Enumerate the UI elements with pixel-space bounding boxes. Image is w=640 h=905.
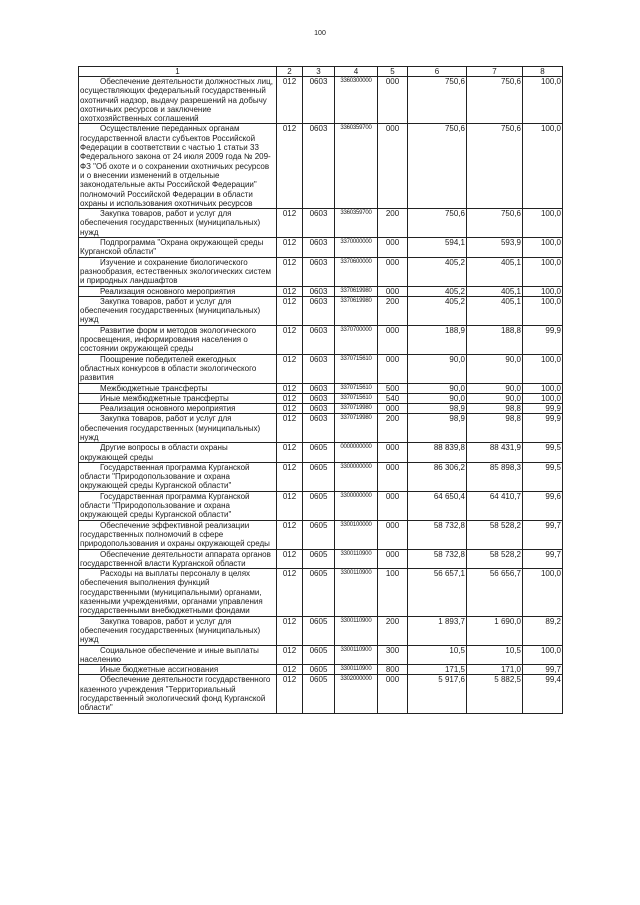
table-row [79, 414, 563, 443]
admin-code-cell: 012 [277, 491, 303, 520]
row-name-cell [79, 520, 277, 549]
row-name-text: Иные межбюджетные трансферты [100, 393, 229, 403]
row-name-text: Обеспечение эффективной реализации государственных полномочий в сфере природопользования и охраны окружающей среды [80, 520, 270, 549]
section-code-cell: 0603 [303, 325, 335, 354]
expense-type-cell: 200 [378, 296, 408, 325]
execution-percent-cell: 100,0 [523, 569, 563, 616]
execution-percent-cell: 99,7 [523, 520, 563, 549]
row-name-text: Другие вопросы в области охраны окружающей среды [80, 443, 228, 462]
executed-amount-cell: 56 656,7 [467, 569, 523, 616]
admin-code-cell: 012 [277, 616, 303, 645]
page-number: 100 [314, 30, 326, 37]
row-name-text: Подпрограмма "Охрана окружающей среды Курганской области" [80, 238, 264, 257]
table-row [79, 520, 563, 549]
planned-amount-cell: 64 650,4 [408, 491, 467, 520]
row-name-text: Межбюджетные трансферты [100, 383, 208, 393]
executed-amount-cell: 90,0 [467, 393, 523, 403]
row-name-text: Реализация основного мероприятия [100, 286, 236, 296]
section-code-cell: 0603 [303, 209, 335, 238]
planned-amount-cell: 90,0 [408, 393, 467, 403]
target-article-cell: 3360359700 [335, 124, 378, 209]
column-number: 7 [467, 67, 523, 77]
execution-percent-cell: 99,9 [523, 325, 563, 354]
planned-amount-cell: 405,2 [408, 286, 467, 296]
table-row [79, 124, 563, 209]
executed-amount-cell: 171,0 [467, 665, 523, 675]
table-row [79, 491, 563, 520]
admin-code-cell: 012 [277, 296, 303, 325]
row-name-cell [79, 414, 277, 443]
expense-type-cell: 540 [378, 393, 408, 403]
section-code-cell: 0603 [303, 414, 335, 443]
row-name-cell [79, 296, 277, 325]
expense-type-cell: 000 [378, 124, 408, 209]
admin-code-cell: 012 [277, 414, 303, 443]
target-article-cell: 3360300000 [335, 77, 378, 124]
planned-amount-cell: 90,0 [408, 383, 467, 393]
planned-amount-cell: 5 917,6 [408, 675, 467, 713]
target-article-cell: 3370619980 [335, 296, 378, 325]
admin-code-cell: 012 [277, 443, 303, 463]
executed-amount-cell: 1 690,0 [467, 616, 523, 645]
planned-amount-cell: 750,6 [408, 77, 467, 124]
admin-code-cell: 012 [277, 257, 303, 286]
executed-amount-cell: 88 431,9 [467, 443, 523, 463]
planned-amount-cell: 10,5 [408, 645, 467, 665]
planned-amount-cell: 56 657,1 [408, 569, 467, 616]
column-number: 1 [79, 67, 277, 77]
admin-code-cell: 012 [277, 393, 303, 403]
target-article-cell: 3300110900 [335, 569, 378, 616]
section-code-cell: 0605 [303, 616, 335, 645]
column-number: 8 [523, 67, 563, 77]
expense-type-cell: 200 [378, 209, 408, 238]
planned-amount-cell: 405,2 [408, 296, 467, 325]
column-number: 4 [335, 67, 378, 77]
row-name-text: Поощрение победителей ежегодных областных конкурсов в области экологического развития [80, 354, 257, 383]
row-name-cell [79, 257, 277, 286]
row-name-text: Обеспечение деятельности аппарата органов государственной власти Курганской области [80, 549, 271, 568]
admin-code-cell: 012 [277, 549, 303, 569]
admin-code-cell: 012 [277, 665, 303, 675]
row-name-cell [79, 443, 277, 463]
planned-amount-cell: 90,0 [408, 354, 467, 383]
budget-table-body [79, 67, 563, 714]
planned-amount-cell: 188,9 [408, 325, 467, 354]
executed-amount-cell: 405,1 [467, 286, 523, 296]
row-name-text: Осуществление переданных органам государственной власти субъектов Российской Федерации в соответствии с частью 1 статьи 33 Федерального закона от 24 июля 2009 года № 209-ФЗ "Об охоте и о сохранении охотничьих ресурсов и о внесении изменений в отдельные законодательные акты Российской Федерации" полномочий Российской Федерации в области охраны и использования охотничьих ресурсов [80, 124, 271, 208]
row-name-cell [79, 549, 277, 569]
planned-amount-cell: 171,5 [408, 665, 467, 675]
target-article-cell: 3300000000 [335, 462, 378, 491]
admin-code-cell: 012 [277, 404, 303, 414]
row-name-cell [79, 286, 277, 296]
table-row [79, 77, 563, 124]
admin-code-cell: 012 [277, 238, 303, 258]
executed-amount-cell: 58 528,2 [467, 520, 523, 549]
admin-code-cell: 012 [277, 645, 303, 665]
column-number: 5 [378, 67, 408, 77]
planned-amount-cell: 58 732,8 [408, 549, 467, 569]
row-name-text: Закупка товаров, работ и услуг для обеспечения государственных (муниципальных) нужд [80, 296, 261, 325]
execution-percent-cell: 99,6 [523, 491, 563, 520]
expense-type-cell: 300 [378, 645, 408, 665]
admin-code-cell: 012 [277, 77, 303, 124]
row-name-cell [79, 77, 277, 124]
table-row [79, 383, 563, 393]
expense-type-cell: 100 [378, 569, 408, 616]
target-article-cell: 3300110900 [335, 549, 378, 569]
execution-percent-cell: 100,0 [523, 124, 563, 209]
column-number: 6 [408, 67, 467, 77]
target-article-cell: 3300000000 [335, 491, 378, 520]
execution-percent-cell: 100,0 [523, 77, 563, 124]
row-name-cell [79, 665, 277, 675]
table-row [79, 569, 563, 616]
planned-amount-cell: 98,9 [408, 404, 467, 414]
expense-type-cell: 000 [378, 404, 408, 414]
table-row [79, 404, 563, 414]
target-article-cell: 3370000000 [335, 238, 378, 258]
planned-amount-cell: 98,9 [408, 414, 467, 443]
executed-amount-cell: 750,6 [467, 209, 523, 238]
expense-type-cell: 000 [378, 77, 408, 124]
row-name-text: Закупка товаров, работ и услуг для обеспечения государственных (муниципальных) нужд [80, 209, 261, 237]
row-name-cell [79, 491, 277, 520]
target-article-cell: 3300110900 [335, 645, 378, 665]
executed-amount-cell: 10,5 [467, 645, 523, 665]
admin-code-cell: 012 [277, 383, 303, 393]
row-name-text: Обеспечение деятельности государственного казенного учреждения "Территориальный государственный экологический фонд Курганской области" [80, 675, 271, 713]
executed-amount-cell: 98,8 [467, 404, 523, 414]
section-code-cell: 0603 [303, 124, 335, 209]
target-article-cell: 3370619980 [335, 286, 378, 296]
admin-code-cell: 012 [277, 124, 303, 209]
row-name-text: Иные бюджетные ассигнования [100, 665, 219, 675]
section-code-cell: 0605 [303, 491, 335, 520]
expense-type-cell: 200 [378, 616, 408, 645]
target-article-cell: 3300110900 [335, 616, 378, 645]
execution-percent-cell: 100,0 [523, 257, 563, 286]
execution-percent-cell: 100,0 [523, 354, 563, 383]
executed-amount-cell: 90,0 [467, 354, 523, 383]
table-row [79, 443, 563, 463]
target-article-cell: 3360359700 [335, 209, 378, 238]
planned-amount-cell: 1 893,7 [408, 616, 467, 645]
execution-percent-cell: 100,0 [523, 238, 563, 258]
target-article-cell: 3370700000 [335, 325, 378, 354]
execution-percent-cell: 100,0 [523, 209, 563, 238]
row-name-cell [79, 404, 277, 414]
row-name-cell [79, 393, 277, 403]
execution-percent-cell: 100,0 [523, 383, 563, 393]
row-name-cell [79, 569, 277, 616]
row-name-text: Обеспечение деятельности должностных лиц, осуществляющих федеральный государственный охотничий надзор, выдачу разрешений на добычу охотничьих ресурсов и заключение охотхозяйственных соглашений [80, 77, 273, 124]
table-row [79, 325, 563, 354]
section-code-cell: 0605 [303, 675, 335, 713]
execution-percent-cell: 99,7 [523, 549, 563, 569]
budget-table [78, 66, 563, 714]
expense-type-cell: 000 [378, 491, 408, 520]
table-row [79, 675, 563, 713]
expense-type-cell: 000 [378, 549, 408, 569]
row-name-text: Изучение и сохранение биологического разнообразия, естественных экологических систем и природных ландшафтов [80, 257, 271, 286]
executed-amount-cell: 58 528,2 [467, 549, 523, 569]
target-article-cell: 3370715610 [335, 383, 378, 393]
table-row [79, 354, 563, 383]
executed-amount-cell: 188,8 [467, 325, 523, 354]
planned-amount-cell: 750,6 [408, 124, 467, 209]
row-name-text: Развитие форм и методов экологического просвещения, информирования населения о состоянии окружающей среды [80, 325, 257, 354]
execution-percent-cell: 99,9 [523, 404, 563, 414]
table-row [79, 665, 563, 675]
execution-percent-cell: 100,0 [523, 286, 563, 296]
planned-amount-cell: 405,2 [408, 257, 467, 286]
row-name-cell [79, 645, 277, 665]
executed-amount-cell: 98,8 [467, 414, 523, 443]
table-row [79, 257, 563, 286]
target-article-cell: 0000000000 [335, 443, 378, 463]
row-name-text: Закупка товаров, работ и услуг для обеспечения государственных (муниципальных) нужд [80, 616, 261, 645]
table-row [79, 286, 563, 296]
executed-amount-cell: 90,0 [467, 383, 523, 393]
executed-amount-cell: 5 882,5 [467, 675, 523, 713]
row-name-cell [79, 462, 277, 491]
section-code-cell: 0603 [303, 257, 335, 286]
table-row [79, 238, 563, 258]
section-code-cell: 0603 [303, 383, 335, 393]
section-code-cell: 0603 [303, 393, 335, 403]
expense-type-cell: 200 [378, 414, 408, 443]
row-name-text: Государственная программа Курганской области "Природопользование и охрана окружающей среды Курганской области" [80, 491, 250, 520]
section-code-cell: 0605 [303, 645, 335, 665]
section-code-cell: 0603 [303, 404, 335, 414]
expense-type-cell: 000 [378, 520, 408, 549]
row-name-cell [79, 238, 277, 258]
section-code-cell: 0605 [303, 443, 335, 463]
section-code-cell: 0603 [303, 296, 335, 325]
admin-code-cell: 012 [277, 209, 303, 238]
expense-type-cell: 000 [378, 354, 408, 383]
table-row [79, 393, 563, 403]
expense-type-cell: 000 [378, 675, 408, 713]
target-article-cell: 3302000000 [335, 675, 378, 713]
column-number-row [79, 67, 563, 77]
expense-type-cell: 800 [378, 665, 408, 675]
planned-amount-cell: 86 306,2 [408, 462, 467, 491]
table-row [79, 209, 563, 238]
row-name-cell [79, 124, 277, 209]
target-article-cell: 3370715610 [335, 393, 378, 403]
execution-percent-cell: 100,0 [523, 393, 563, 403]
target-article-cell: 3300110900 [335, 665, 378, 675]
section-code-cell: 0603 [303, 77, 335, 124]
admin-code-cell: 012 [277, 569, 303, 616]
target-article-cell: 3370715610 [335, 354, 378, 383]
table-row [79, 549, 563, 569]
row-name-cell [79, 675, 277, 713]
expense-type-cell: 000 [378, 257, 408, 286]
execution-percent-cell: 99,4 [523, 675, 563, 713]
executed-amount-cell: 593,9 [467, 238, 523, 258]
row-name-text: Реализация основного мероприятия [100, 404, 236, 414]
target-article-cell: 3370719980 [335, 404, 378, 414]
section-code-cell: 0605 [303, 549, 335, 569]
section-code-cell: 0605 [303, 520, 335, 549]
row-name-text: Расходы на выплаты персоналу в целях обеспечения выполнения функций государственными (муниципальными) органами, казенными учреждениями, органами управления государственными внебюджетными фондами [80, 569, 263, 616]
table-row [79, 616, 563, 645]
expense-type-cell: 000 [378, 443, 408, 463]
executed-amount-cell: 405,1 [467, 257, 523, 286]
target-article-cell: 3300100000 [335, 520, 378, 549]
row-name-cell [79, 325, 277, 354]
planned-amount-cell: 750,6 [408, 209, 467, 238]
table-row [79, 296, 563, 325]
target-article-cell: 3370719980 [335, 414, 378, 443]
table-row [79, 645, 563, 665]
column-number: 2 [277, 67, 303, 77]
row-name-cell [79, 354, 277, 383]
execution-percent-cell: 99,5 [523, 462, 563, 491]
admin-code-cell: 012 [277, 520, 303, 549]
expense-type-cell: 000 [378, 238, 408, 258]
row-name-text: Социальное обеспечение и иные выплаты населению [80, 645, 259, 664]
row-name-cell [79, 616, 277, 645]
target-article-cell: 3370600000 [335, 257, 378, 286]
planned-amount-cell: 88 839,8 [408, 443, 467, 463]
column-number: 3 [303, 67, 335, 77]
execution-percent-cell: 89,2 [523, 616, 563, 645]
section-code-cell: 0603 [303, 354, 335, 383]
execution-percent-cell: 99,5 [523, 443, 563, 463]
section-code-cell: 0605 [303, 665, 335, 675]
executed-amount-cell: 405,1 [467, 296, 523, 325]
row-name-cell [79, 383, 277, 393]
admin-code-cell: 012 [277, 286, 303, 296]
admin-code-cell: 012 [277, 325, 303, 354]
executed-amount-cell: 750,6 [467, 77, 523, 124]
admin-code-cell: 012 [277, 462, 303, 491]
admin-code-cell: 012 [277, 354, 303, 383]
expense-type-cell: 000 [378, 462, 408, 491]
expense-type-cell: 500 [378, 383, 408, 393]
section-code-cell: 0605 [303, 462, 335, 491]
section-code-cell: 0603 [303, 286, 335, 296]
executed-amount-cell: 64 410,7 [467, 491, 523, 520]
section-code-cell: 0603 [303, 238, 335, 258]
table-row [79, 462, 563, 491]
planned-amount-cell: 58 732,8 [408, 520, 467, 549]
row-name-text: Государственная программа Курганской области "Природопользование и охрана окружающей среды Курганской области" [80, 462, 250, 491]
execution-percent-cell: 99,9 [523, 414, 563, 443]
expense-type-cell: 000 [378, 286, 408, 296]
admin-code-cell: 012 [277, 675, 303, 713]
execution-percent-cell: 100,0 [523, 645, 563, 665]
expense-type-cell: 000 [378, 325, 408, 354]
execution-percent-cell: 100,0 [523, 296, 563, 325]
executed-amount-cell: 750,6 [467, 124, 523, 209]
section-code-cell: 0605 [303, 569, 335, 616]
execution-percent-cell: 99,7 [523, 665, 563, 675]
executed-amount-cell: 85 898,3 [467, 462, 523, 491]
row-name-cell [79, 209, 277, 238]
planned-amount-cell: 594,1 [408, 238, 467, 258]
row-name-text: Закупка товаров, работ и услуг для обеспечения государственных (муниципальных) нужд [80, 414, 261, 442]
